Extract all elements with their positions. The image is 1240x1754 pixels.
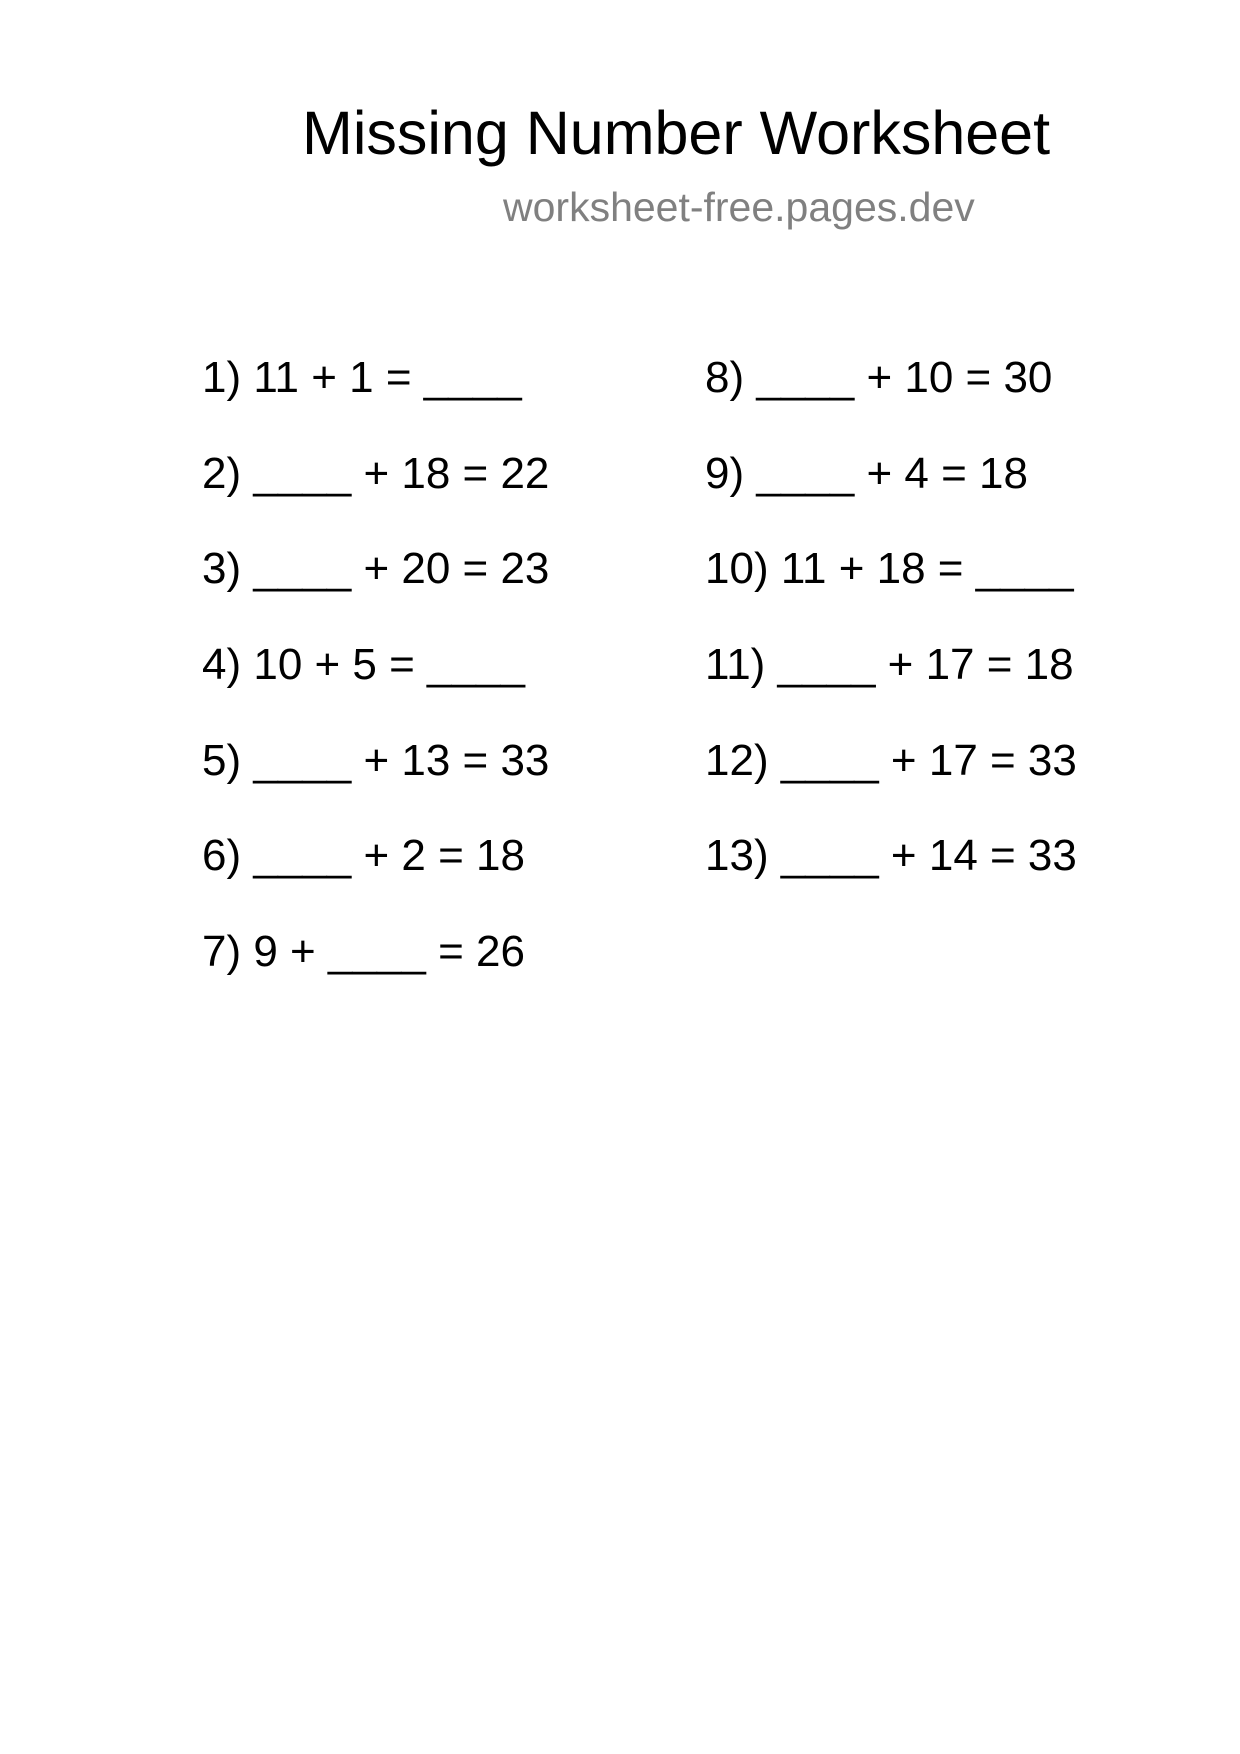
problem-item: 11) ____ + 17 = 18	[705, 640, 1074, 690]
problem-item: 9) ____ + 4 = 18	[705, 448, 1028, 498]
problem-item: 13) ____ + 14 = 33	[705, 831, 1077, 881]
problem-item: 1) 11 + 1 = ____	[202, 353, 522, 402]
problem-item: 3) ____ + 20 = 23	[202, 544, 550, 594]
problem-item: 2) ____ + 18 = 22	[202, 448, 550, 498]
problem-item: 7) 9 + ____ = 26	[202, 927, 525, 977]
problems-column-left	[202, 352, 549, 1022]
problem-item: 4) 10 + 5 = ____	[202, 640, 525, 690]
problem-item: 6) ____ + 2 = 18	[202, 831, 525, 881]
worksheet-title: Missing Number Worksheet	[302, 99, 1051, 167]
problem-item: 8) ____ + 10 = 30	[705, 353, 1053, 402]
problems-column-right	[705, 352, 1077, 926]
problem-item: 12) ____ + 17 = 33	[705, 735, 1077, 785]
problem-item: 5) ____ + 13 = 33	[202, 735, 550, 785]
problem-item: 10) 11 + 18 = ____	[705, 544, 1074, 594]
worksheet-source-url: worksheet-free.pages.dev	[503, 184, 975, 230]
